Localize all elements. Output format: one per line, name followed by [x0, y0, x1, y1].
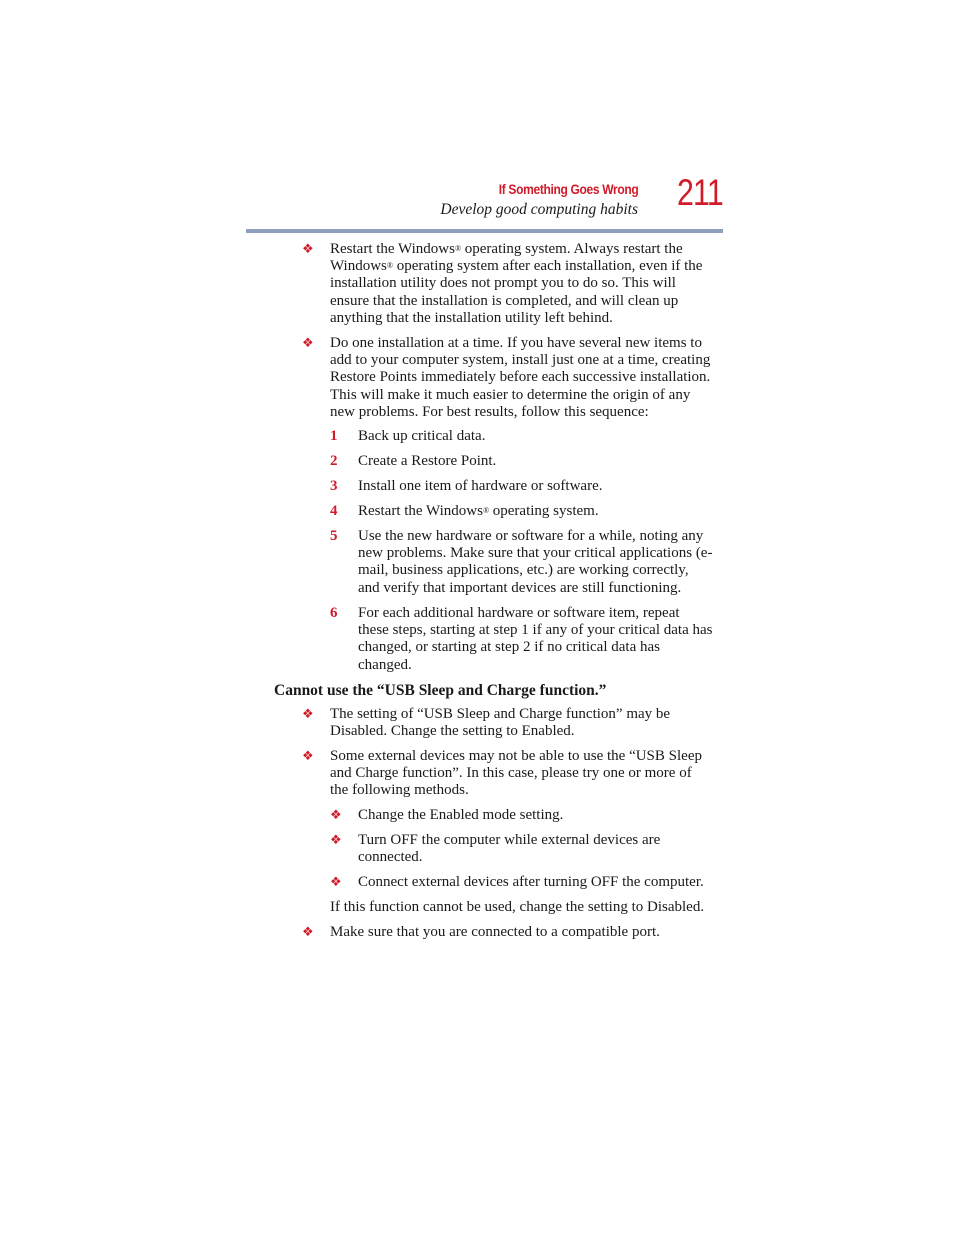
text-line: connected. — [358, 849, 423, 866]
text-line: new problems. For best results, follow this sequence: — [330, 403, 649, 420]
sub-bullet-icon: ❖ — [330, 833, 342, 848]
bullet-item — [330, 924, 660, 941]
text-line: Turn OFF the computer while external devices are — [358, 832, 661, 848]
step-text — [358, 503, 599, 520]
text-line: Windows® operating system after each installation, even if the — [330, 258, 703, 275]
text-line: Disabled. Change the setting to Enabled. — [330, 723, 575, 740]
text-line: Restart the Windows® operating system. — [358, 503, 599, 519]
bullet-item — [330, 241, 702, 327]
text-line: Create a Restore Point. — [358, 453, 497, 469]
text-line: Do one installation at a time. If you have several new items to — [330, 335, 702, 351]
text-line: installation utility does not prompt you to do so. This will — [330, 275, 676, 292]
sub-bullet-item — [358, 807, 563, 824]
text-line: The setting of “USB Sleep and Charge function” may be — [330, 706, 671, 722]
text-line: Make sure that you are connected to a compatible port. — [330, 924, 660, 940]
text-line: Restore Points immediately before each successive installation. — [330, 369, 711, 386]
step-number: 6 — [330, 605, 338, 621]
sub-bullet-item — [358, 832, 660, 866]
text-line: changed, or starting at step 2 if no critical data has — [358, 639, 660, 656]
text-line: the following methods. — [330, 782, 469, 799]
section-heading: Cannot use the “USB Sleep and Charge function.” — [274, 682, 607, 699]
registered-mark: ® — [386, 261, 393, 271]
text-line: Use the new hardware or software for a while, noting any — [358, 528, 704, 544]
registered-mark: ® — [454, 244, 462, 253]
bullet-item — [330, 706, 670, 740]
note-paragraph: If this function cannot be used, change the setting to Disabled. — [330, 899, 705, 915]
step-text — [358, 605, 712, 674]
sub-bullet-icon: ❖ — [330, 875, 342, 890]
text-line: Install one item of hardware or software. — [358, 478, 603, 494]
registered-mark: ® — [482, 506, 490, 515]
text-line: new problems. Make sure that your critical applications (e- — [358, 545, 713, 562]
bullet-icon: ❖ — [302, 707, 314, 722]
step-number: 5 — [330, 528, 338, 544]
step-text — [358, 428, 485, 445]
step-number: 1 — [330, 428, 338, 444]
bullet-item — [330, 335, 710, 421]
running-header-chapter: If Something Goes Wrong — [498, 181, 638, 197]
running-header-section: Develop good computing habits — [440, 201, 638, 218]
text-line: mail, business applications, etc.) are working correctly, — [358, 562, 689, 579]
bullet-icon: ❖ — [302, 925, 314, 940]
header-rule — [246, 229, 723, 233]
step-text — [358, 453, 496, 470]
sub-bullet-icon: ❖ — [330, 808, 342, 823]
text-line: and verify that important devices are still functioning. — [358, 579, 682, 596]
text-line: these steps, starting at step 1 if any of your critical data has — [358, 622, 713, 639]
step-number: 3 — [330, 478, 338, 494]
bullet-icon: ❖ — [302, 242, 314, 257]
bullet-item — [330, 748, 702, 800]
page-number: 211 — [677, 172, 723, 213]
step-number: 4 — [330, 503, 338, 519]
text-line: Some external devices may not be able to use the “USB Sleep — [330, 748, 702, 764]
text-line: changed. — [358, 656, 412, 673]
text-line: Connect external devices after turning OFF the computer. — [358, 874, 704, 890]
text-line: and Charge function”. In this case, please try one or more of — [330, 765, 692, 782]
text-line: This will make it much easier to determine the origin of any — [330, 386, 691, 403]
text-line: ensure that the installation is completed, and will clean up — [330, 292, 679, 309]
bullet-icon: ❖ — [302, 749, 314, 764]
text-line: add to your computer system, install just one at a time, creating — [330, 352, 711, 369]
text-line: Restart the Windows® operating system. Always restart the — [330, 241, 683, 257]
step-text — [358, 528, 712, 597]
step-number: 2 — [330, 453, 338, 469]
text-line: For each additional hardware or software item, repeat — [358, 605, 680, 621]
text-line: Change the Enabled mode setting. — [358, 807, 564, 823]
step-text — [358, 478, 603, 495]
sub-bullet-item — [358, 874, 704, 891]
text-line: Back up critical data. — [358, 428, 486, 444]
text-line: anything that the installation utility left behind. — [330, 309, 613, 326]
bullet-icon: ❖ — [302, 336, 314, 351]
